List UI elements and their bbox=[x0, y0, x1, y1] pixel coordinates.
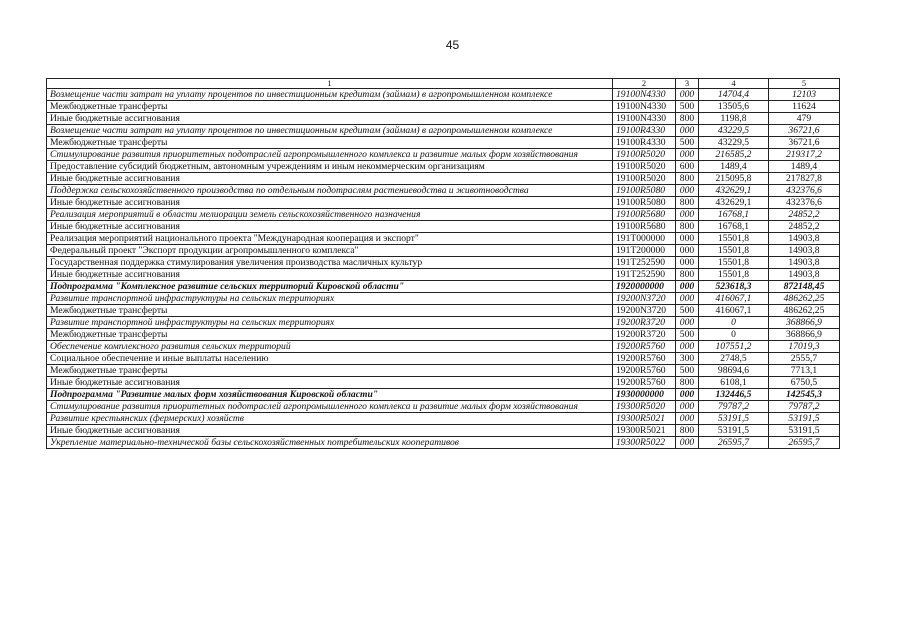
row-name-cell: Развитие транспортной инфраструктуры на сельских территориях bbox=[47, 293, 613, 305]
row-expense-type-cell: 500 bbox=[676, 365, 699, 377]
row-value-2021-cell: 26595,7 bbox=[769, 437, 840, 449]
row-code-cell: 19100N4330 bbox=[613, 113, 676, 125]
row-code-cell: 19300R5021 bbox=[613, 413, 676, 425]
row-code-cell: 191T000000 bbox=[613, 233, 676, 245]
row-code-cell: 19100R5020 bbox=[613, 173, 676, 185]
row-value-2020-cell: 79787,2 bbox=[699, 401, 769, 413]
table-row bbox=[47, 293, 840, 305]
row-code-cell: 19100R5020 bbox=[613, 161, 676, 173]
row-name-cell: Стимулирование развития приоритетных подотраслей агропромышленного комплекса и развитие малых форм хозяйствования bbox=[47, 149, 613, 161]
row-value-2020-cell: 432629,1 bbox=[699, 197, 769, 209]
row-expense-type-cell: 000 bbox=[676, 185, 699, 197]
row-value-2020-cell: 107551,2 bbox=[699, 341, 769, 353]
row-value-2021-cell: 486262,25 bbox=[769, 305, 840, 317]
row-value-2020-cell: 16768,1 bbox=[699, 221, 769, 233]
row-code-cell: 19100R4330 bbox=[613, 137, 676, 149]
row-name-cell: Межбюджетные трансферты bbox=[47, 305, 613, 317]
row-name-cell: Иные бюджетные ассигнования bbox=[47, 113, 613, 125]
table-row bbox=[47, 341, 840, 353]
row-name-cell: Стимулирование развития приоритетных подотраслей агропромышленного комплекса и развитие малых форм хозяйствования bbox=[47, 401, 613, 413]
row-code-cell: 19100R5080 bbox=[613, 197, 676, 209]
table-row bbox=[47, 353, 840, 365]
row-name-cell: Иные бюджетные ассигнования bbox=[47, 197, 613, 209]
row-expense-type-cell: 000 bbox=[676, 401, 699, 413]
table-row bbox=[47, 185, 840, 197]
table-row bbox=[47, 329, 840, 341]
row-value-2021-cell: 368866,9 bbox=[769, 329, 840, 341]
row-expense-type-cell: 000 bbox=[676, 317, 699, 329]
column-header: 3 bbox=[676, 79, 699, 89]
row-code-cell: 19200R5760 bbox=[613, 365, 676, 377]
row-expense-type-cell: 000 bbox=[676, 389, 699, 401]
row-value-2020-cell: 523618,3 bbox=[699, 281, 769, 293]
row-expense-type-cell: 800 bbox=[676, 269, 699, 281]
row-code-cell: 19200R3720 bbox=[613, 329, 676, 341]
row-value-2020-cell: 15501,8 bbox=[699, 233, 769, 245]
row-code-cell: 19300R5022 bbox=[613, 437, 676, 449]
table-row bbox=[47, 377, 840, 389]
row-expense-type-cell: 000 bbox=[676, 149, 699, 161]
row-code-cell: 19100R5680 bbox=[613, 221, 676, 233]
row-name-cell: Реализация мероприятий национального проекта "Международная кооперация и экспорт" bbox=[47, 233, 613, 245]
row-name-cell: Иные бюджетные ассигнования bbox=[47, 425, 613, 437]
table-row bbox=[47, 113, 840, 125]
row-expense-type-cell: 000 bbox=[676, 341, 699, 353]
row-value-2021-cell: 14903,8 bbox=[769, 257, 840, 269]
table-row bbox=[47, 149, 840, 161]
row-value-2020-cell: 215095,8 bbox=[699, 173, 769, 185]
row-value-2020-cell: 16768,1 bbox=[699, 209, 769, 221]
row-name-cell: Предоставление субсидий бюджетным, автономным учреждениям и иным некоммерческим организациям bbox=[47, 161, 613, 173]
row-code-cell: 1920000000 bbox=[613, 281, 676, 293]
row-code-cell: 19200R5760 bbox=[613, 353, 676, 365]
table-row bbox=[47, 269, 840, 281]
row-value-2021-cell: 219317,2 bbox=[769, 149, 840, 161]
row-value-2021-cell: 432376,6 bbox=[769, 197, 840, 209]
table-row bbox=[47, 389, 840, 401]
row-name-cell: Иные бюджетные ассигнования bbox=[47, 269, 613, 281]
row-expense-type-cell: 500 bbox=[676, 101, 699, 113]
table-row bbox=[47, 365, 840, 377]
table-row bbox=[47, 197, 840, 209]
row-expense-type-cell: 000 bbox=[676, 125, 699, 137]
table-row bbox=[47, 281, 840, 293]
row-value-2020-cell: 416067,1 bbox=[699, 293, 769, 305]
column-header: 2 bbox=[613, 79, 676, 89]
row-value-2020-cell: 1198,8 bbox=[699, 113, 769, 125]
row-name-cell: Иные бюджетные ассигнования bbox=[47, 221, 613, 233]
column-header: 5 bbox=[769, 79, 840, 89]
row-expense-type-cell: 000 bbox=[676, 233, 699, 245]
row-code-cell: 19100R5680 bbox=[613, 209, 676, 221]
row-expense-type-cell: 000 bbox=[676, 245, 699, 257]
row-value-2020-cell: 15501,8 bbox=[699, 245, 769, 257]
table-body bbox=[47, 89, 840, 449]
row-value-2021-cell: 217827,8 bbox=[769, 173, 840, 185]
row-value-2021-cell: 1489,4 bbox=[769, 161, 840, 173]
table-row bbox=[47, 425, 840, 437]
row-name-cell: Развитие крестьянских (фермерских) хозяйств bbox=[47, 413, 613, 425]
page-number: 45 bbox=[445, 38, 460, 52]
row-name-cell: Межбюджетные трансферты bbox=[47, 365, 613, 377]
budget-table bbox=[46, 78, 840, 449]
row-value-2021-cell: 14903,8 bbox=[769, 269, 840, 281]
row-value-2021-cell: 53191,5 bbox=[769, 425, 840, 437]
row-value-2021-cell: 2555,7 bbox=[769, 353, 840, 365]
table-row bbox=[47, 245, 840, 257]
row-expense-type-cell: 000 bbox=[676, 257, 699, 269]
row-code-cell: 19200R5760 bbox=[613, 377, 676, 389]
table-row bbox=[47, 305, 840, 317]
row-name-cell: Межбюджетные трансферты bbox=[47, 137, 613, 149]
row-value-2020-cell: 2748,5 bbox=[699, 353, 769, 365]
row-value-2021-cell: 7713,1 bbox=[769, 365, 840, 377]
row-value-2021-cell: 6750,5 bbox=[769, 377, 840, 389]
table-row bbox=[47, 317, 840, 329]
row-value-2021-cell: 14903,8 bbox=[769, 245, 840, 257]
row-value-2020-cell: 13505,6 bbox=[699, 101, 769, 113]
row-value-2020-cell: 14704,4 bbox=[699, 89, 769, 101]
row-expense-type-cell: 000 bbox=[676, 437, 699, 449]
row-value-2020-cell: 416067,1 bbox=[699, 305, 769, 317]
table-row bbox=[47, 137, 840, 149]
row-value-2020-cell: 6108,1 bbox=[699, 377, 769, 389]
row-code-cell: 1930000000 bbox=[613, 389, 676, 401]
row-name-cell: Возмещение части затрат на уплату процентов по инвестиционным кредитам (займам) в агропромышленном комплексе bbox=[47, 125, 613, 137]
row-expense-type-cell: 500 bbox=[676, 137, 699, 149]
row-value-2021-cell: 53191,5 bbox=[769, 413, 840, 425]
table-row bbox=[47, 125, 840, 137]
row-value-2020-cell: 15501,8 bbox=[699, 257, 769, 269]
row-code-cell: 19300R5020 bbox=[613, 401, 676, 413]
table-row bbox=[47, 257, 840, 269]
row-value-2020-cell: 216585,2 bbox=[699, 149, 769, 161]
row-expense-type-cell: 800 bbox=[676, 377, 699, 389]
row-code-cell: 19100N4330 bbox=[613, 101, 676, 113]
row-value-2021-cell: 24852,2 bbox=[769, 221, 840, 233]
row-name-cell: Социальное обеспечение и иные выплаты населению bbox=[47, 353, 613, 365]
row-value-2020-cell: 53191,5 bbox=[699, 413, 769, 425]
row-value-2021-cell: 14903,8 bbox=[769, 233, 840, 245]
row-name-cell: Иные бюджетные ассигнования bbox=[47, 173, 613, 185]
row-value-2021-cell: 36721,6 bbox=[769, 137, 840, 149]
row-code-cell: 191T200000 bbox=[613, 245, 676, 257]
row-value-2020-cell: 0 bbox=[699, 317, 769, 329]
row-value-2020-cell: 53191,5 bbox=[699, 425, 769, 437]
row-value-2021-cell: 486262,25 bbox=[769, 293, 840, 305]
row-value-2021-cell: 479 bbox=[769, 113, 840, 125]
column-header: 4 bbox=[699, 79, 769, 89]
row-value-2021-cell: 142545,3 bbox=[769, 389, 840, 401]
row-expense-type-cell: 500 bbox=[676, 329, 699, 341]
row-name-cell: Государственная поддержка стимулирования увеличения производства масличных культур bbox=[47, 257, 613, 269]
row-name-cell: Подпрограмма "Развитие малых форм хозяйствования Кировской области" bbox=[47, 389, 613, 401]
row-name-cell: Поддержка сельскохозяйственного производства по отдельным подотраслям растениеводства и животноводства bbox=[47, 185, 613, 197]
table-row bbox=[47, 89, 840, 101]
row-code-cell: 19100R4330 bbox=[613, 125, 676, 137]
row-value-2021-cell: 24852,2 bbox=[769, 209, 840, 221]
row-value-2021-cell: 79787,2 bbox=[769, 401, 840, 413]
row-name-cell: Межбюджетные трансферты bbox=[47, 101, 613, 113]
row-value-2021-cell: 11624 bbox=[769, 101, 840, 113]
row-expense-type-cell: 000 bbox=[676, 281, 699, 293]
row-value-2020-cell: 43229,5 bbox=[699, 125, 769, 137]
row-value-2020-cell: 1489,4 bbox=[699, 161, 769, 173]
row-name-cell: Реализация мероприятий в области мелиорации земель сельскохозяйственного назначения bbox=[47, 209, 613, 221]
row-code-cell: 19100R5080 bbox=[613, 185, 676, 197]
row-name-cell: Развитие транспортной инфраструктуры на сельских территориях bbox=[47, 317, 613, 329]
row-value-2020-cell: 26595,7 bbox=[699, 437, 769, 449]
row-value-2021-cell: 36721,6 bbox=[769, 125, 840, 137]
row-value-2020-cell: 15501,8 bbox=[699, 269, 769, 281]
row-expense-type-cell: 600 bbox=[676, 161, 699, 173]
row-expense-type-cell: 000 bbox=[676, 413, 699, 425]
table-row bbox=[47, 101, 840, 113]
row-name-cell: Федеральный проект "Экспорт продукции агропромышленного комплекса" bbox=[47, 245, 613, 257]
table-row bbox=[47, 221, 840, 233]
table-row bbox=[47, 161, 840, 173]
row-value-2020-cell: 0 bbox=[699, 329, 769, 341]
row-name-cell: Межбюджетные трансферты bbox=[47, 329, 613, 341]
row-expense-type-cell: 000 bbox=[676, 89, 699, 101]
row-expense-type-cell: 300 bbox=[676, 353, 699, 365]
row-name-cell: Иные бюджетные ассигнования bbox=[47, 377, 613, 389]
row-value-2020-cell: 43229,5 bbox=[699, 137, 769, 149]
row-expense-type-cell: 800 bbox=[676, 173, 699, 185]
table-row bbox=[47, 209, 840, 221]
row-code-cell: 191T252590 bbox=[613, 269, 676, 281]
row-expense-type-cell: 800 bbox=[676, 425, 699, 437]
row-name-cell: Укрепление материально-технической базы сельскохозяйственных потребительских кооперативов bbox=[47, 437, 613, 449]
row-value-2020-cell: 132446,5 bbox=[699, 389, 769, 401]
row-code-cell: 19100R5020 bbox=[613, 149, 676, 161]
row-value-2021-cell: 432376,6 bbox=[769, 185, 840, 197]
row-expense-type-cell: 500 bbox=[676, 305, 699, 317]
row-value-2021-cell: 12103 bbox=[769, 89, 840, 101]
row-value-2021-cell: 17019,3 bbox=[769, 341, 840, 353]
row-expense-type-cell: 000 bbox=[676, 209, 699, 221]
column-header: 1 bbox=[47, 79, 613, 89]
row-code-cell: 191T252590 bbox=[613, 257, 676, 269]
row-expense-type-cell: 800 bbox=[676, 221, 699, 233]
row-expense-type-cell: 800 bbox=[676, 113, 699, 125]
row-value-2021-cell: 872148,45 bbox=[769, 281, 840, 293]
row-code-cell: 19200N3720 bbox=[613, 305, 676, 317]
row-value-2021-cell: 368866,9 bbox=[769, 317, 840, 329]
row-value-2020-cell: 432629,1 bbox=[699, 185, 769, 197]
row-code-cell: 19200R3720 bbox=[613, 317, 676, 329]
table-row bbox=[47, 233, 840, 245]
row-name-cell: Обеспечение комплексного развития сельских территорий bbox=[47, 341, 613, 353]
row-code-cell: 19300R5021 bbox=[613, 425, 676, 437]
row-value-2020-cell: 98694,6 bbox=[699, 365, 769, 377]
row-code-cell: 19200R5760 bbox=[613, 341, 676, 353]
table-row bbox=[47, 173, 840, 185]
row-expense-type-cell: 800 bbox=[676, 197, 699, 209]
table-header-row bbox=[47, 79, 840, 89]
row-name-cell: Возмещение части затрат на уплату процентов по инвестиционным кредитам (займам) в агропромышленном комплексе bbox=[47, 89, 613, 101]
row-code-cell: 19100N4330 bbox=[613, 89, 676, 101]
table-row bbox=[47, 401, 840, 413]
row-name-cell: Подпрограмма "Комплексное развитие сельских территорий Кировской области" bbox=[47, 281, 613, 293]
row-expense-type-cell: 000 bbox=[676, 293, 699, 305]
table-row bbox=[47, 437, 840, 449]
row-code-cell: 19200N3720 bbox=[613, 293, 676, 305]
table-row bbox=[47, 413, 840, 425]
